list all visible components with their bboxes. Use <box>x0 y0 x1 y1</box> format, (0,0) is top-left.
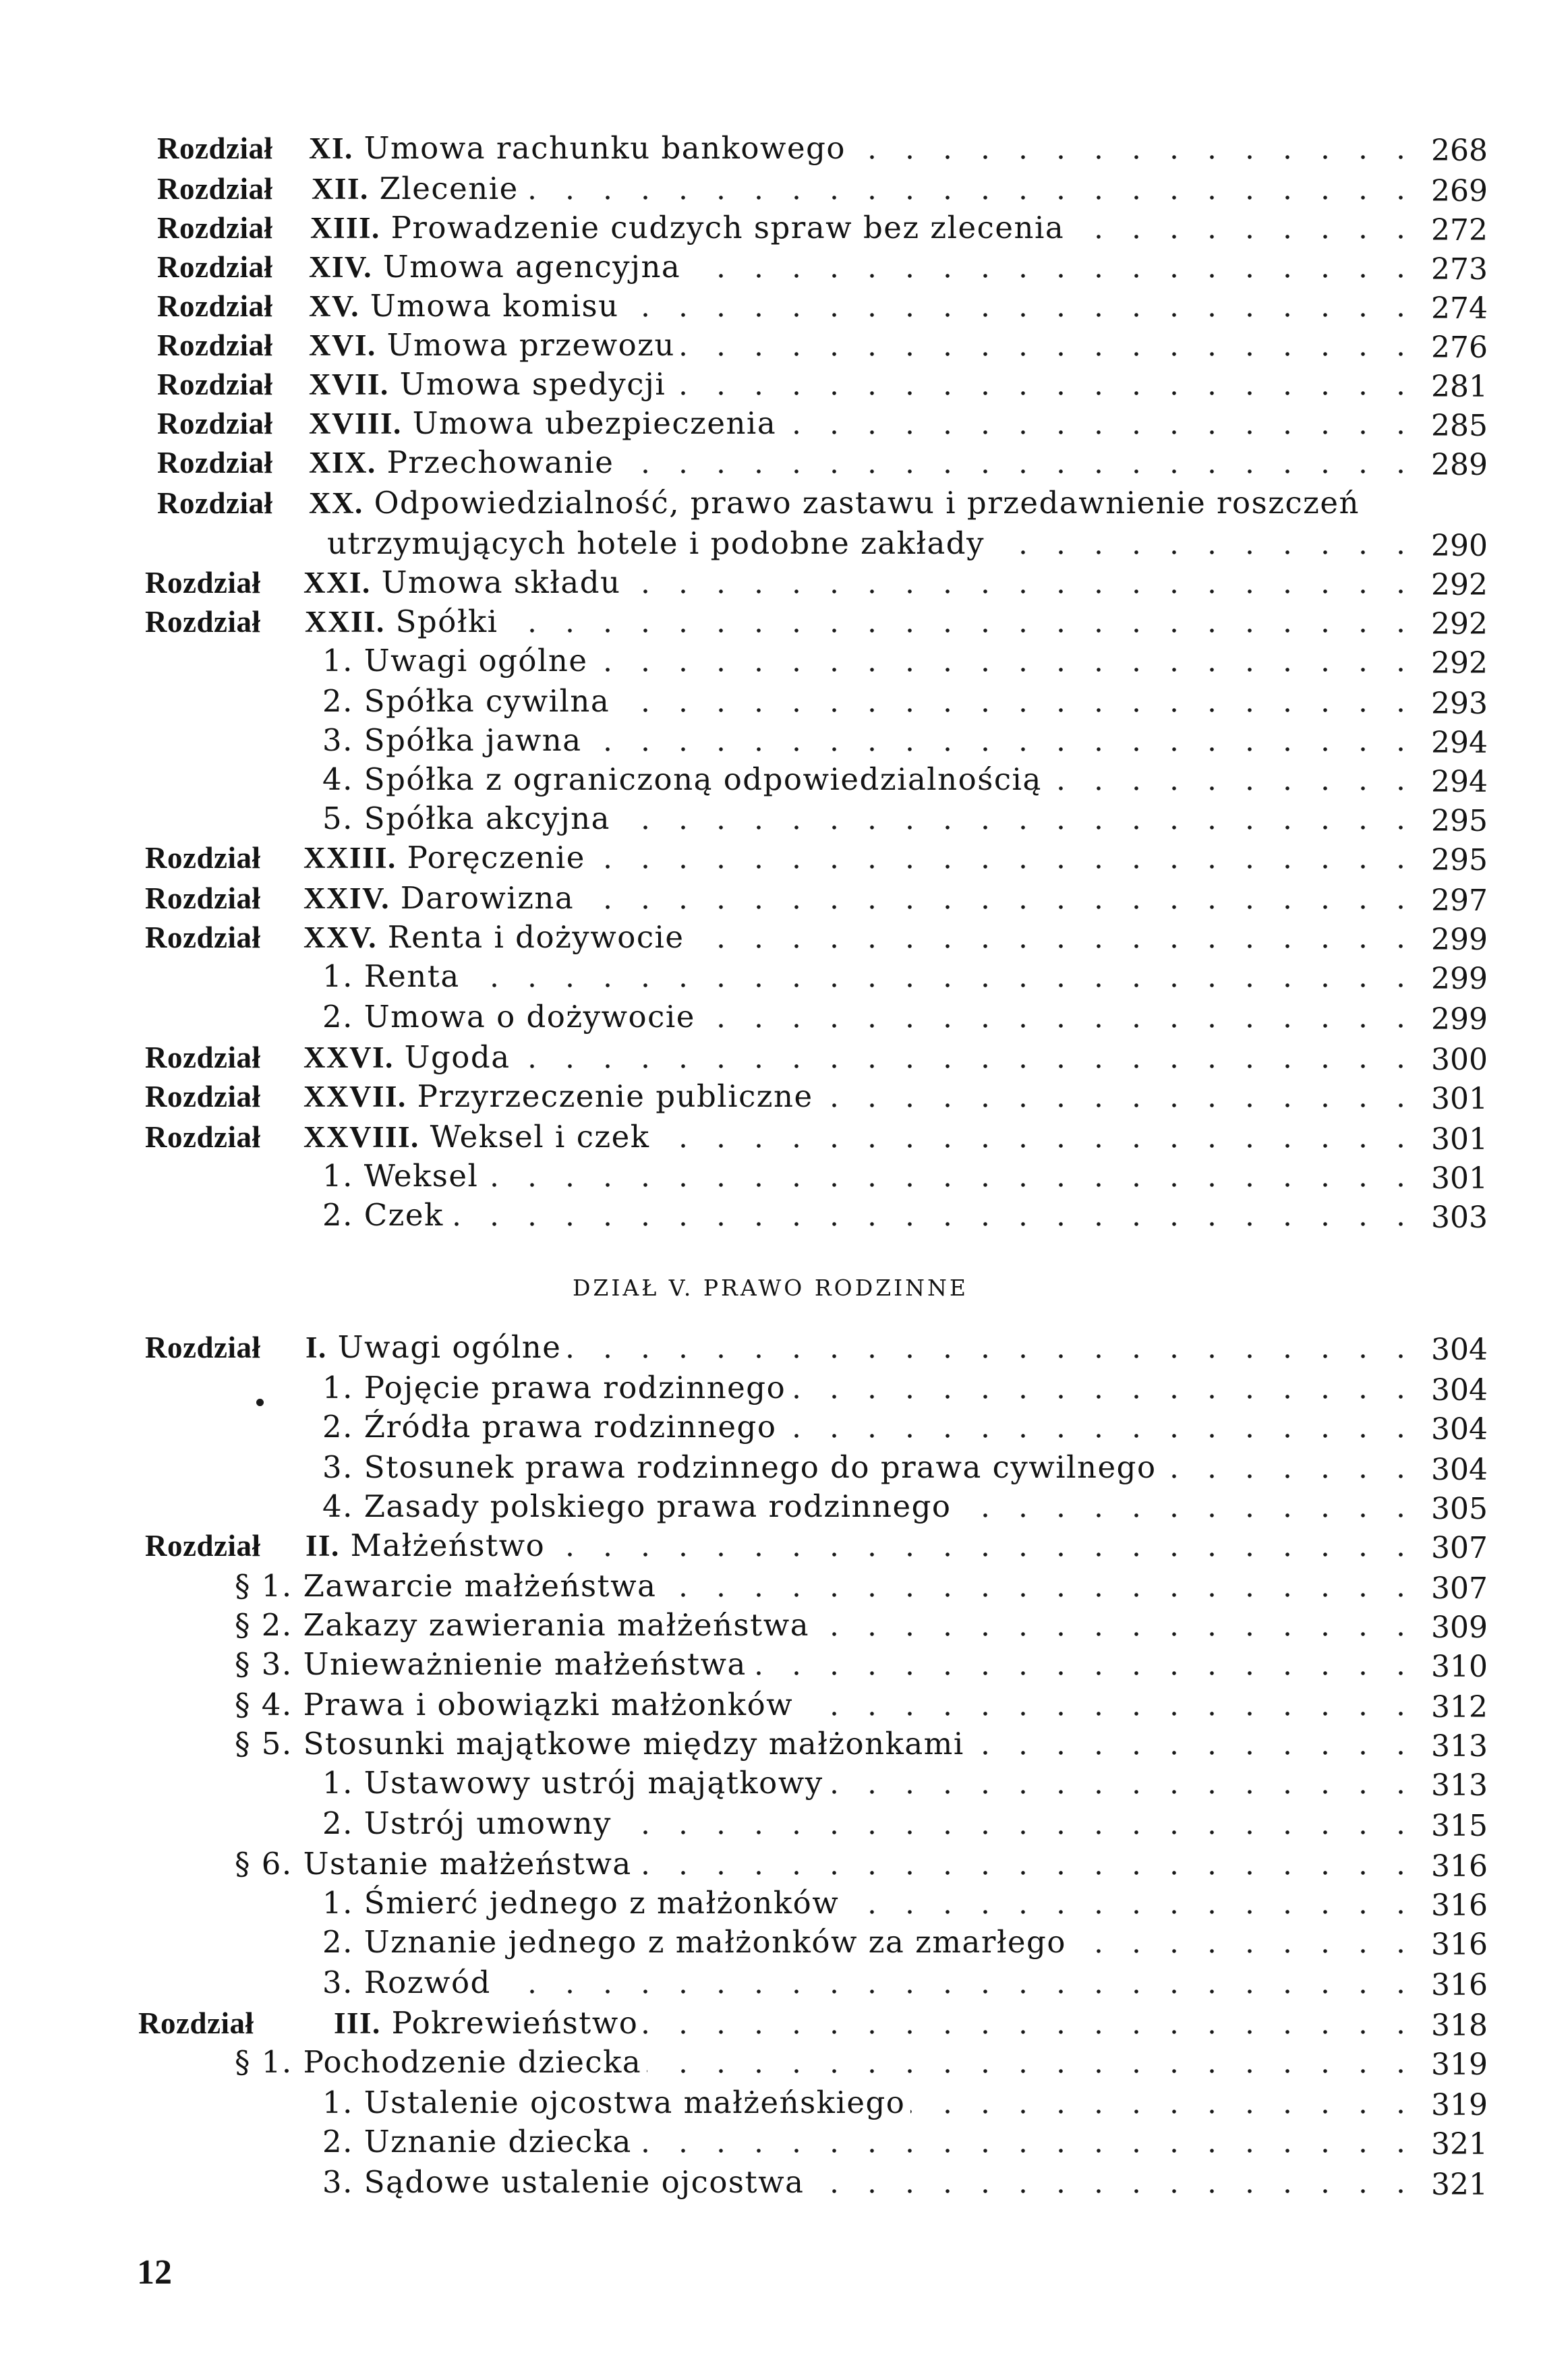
entry-title-with-leaders <box>322 1368 1420 1408</box>
entry-title: Umowa o dożywocie <box>364 999 695 1035</box>
entry-title: Spółki <box>395 604 498 639</box>
toc-entry <box>0 681 1541 722</box>
entry-page-number: 305 <box>1431 1492 1488 1526</box>
entry-title: Prowadzenie cudzych spraw bez zlecenia <box>390 210 1065 245</box>
entry-title: Pochodzenie dziecka <box>303 2044 642 2080</box>
toc-entry <box>0 1447 1541 1488</box>
toc-entry <box>0 2162 1541 2203</box>
entry-number: 3. <box>322 2164 353 2200</box>
chapter-label: Rozdział <box>157 446 273 480</box>
entry-title-with-leaders <box>322 799 1420 839</box>
entry-title: Poręczenie <box>407 840 585 875</box>
entry-title: Uznanie dziecka <box>364 2124 632 2159</box>
toc-entry <box>0 2122 1541 2162</box>
entry-title-with-leaders <box>312 169 1420 209</box>
entry-title: Umowa spedycji <box>399 366 666 402</box>
entry-number: XXVII. <box>303 1080 407 1113</box>
toc-entry <box>0 1963 1541 2003</box>
toc-entry <box>0 720 1541 761</box>
entry-page-number: 299 <box>1431 962 1488 996</box>
entry-title-with-leaders <box>322 1195 1420 1236</box>
entry-number: 2. <box>322 2124 353 2159</box>
entry-title: Umowa przewozu <box>386 327 675 363</box>
entry-number: XI. <box>309 132 353 165</box>
entry-page-number: 313 <box>1431 1729 1488 1764</box>
entry-number: XX. <box>309 486 364 520</box>
entry-page-number: 290 <box>1431 529 1488 563</box>
entry-title-with-leaders <box>322 997 1420 1037</box>
entry-page-number: 316 <box>1431 1927 1488 1962</box>
entry-number: 2. <box>322 1409 353 1445</box>
entry-number: 4. <box>322 761 353 797</box>
entry-page-number: 303 <box>1431 1200 1488 1235</box>
entry-page-number: 285 <box>1431 409 1488 443</box>
entry-number: 1. <box>322 1370 353 1405</box>
toc-entry <box>0 247 1541 287</box>
entry-number: § 4. <box>235 1687 293 1722</box>
entry-title-with-leaders <box>235 2042 1420 2083</box>
entry-title: Ustalenie ojcostwa małżeńskiego <box>364 2085 906 2120</box>
entry-title-with-leaders <box>322 759 1420 800</box>
entry-number: XXVI. <box>303 1041 394 1074</box>
toc-entry <box>0 325 1541 366</box>
chapter-label: Rozdział <box>145 841 261 875</box>
entry-page-number: 299 <box>1431 923 1488 957</box>
entry-title-with-leaders <box>235 1724 1420 1764</box>
toc-entry <box>0 917 1541 958</box>
entry-page-number: 304 <box>1431 1412 1488 1447</box>
entry-continuation: utrzymujących hotele i podobne zakłady <box>327 525 990 561</box>
entry-page-number: 292 <box>1431 607 1488 641</box>
entry-number: 3. <box>322 1449 353 1485</box>
entry-number: II. <box>306 1529 340 1563</box>
entry-title-with-leaders <box>235 1844 1420 1884</box>
entry-page-number: 281 <box>1431 370 1488 404</box>
entry-title-with-leaders <box>322 1156 1420 1196</box>
entry-page-number: 304 <box>1431 1453 1488 1487</box>
entry-title: Małżeństwo <box>350 1528 546 1563</box>
entry-number: XVIII. <box>309 407 402 440</box>
chapter-label: Rozdział <box>145 921 261 954</box>
entry-title-with-leaders <box>309 247 1420 287</box>
entry-number: 2. <box>322 1924 353 1960</box>
entry-title: Renta <box>364 958 460 994</box>
entry-continuation-with-leaders <box>327 523 1420 564</box>
entry-page-number: 309 <box>1431 1610 1488 1645</box>
entry-page-number: 292 <box>1431 568 1488 602</box>
page-number: 12 <box>137 2253 172 2292</box>
toc-entry <box>0 1117 1541 1157</box>
entry-number: 1. <box>322 1885 353 1921</box>
chapter-label: Rozdział <box>145 1120 261 1154</box>
entry-title: Przyrzeczenie publiczne <box>417 1078 813 1114</box>
entry-number: § 1. <box>235 1568 293 1604</box>
chapter-label: Rozdział <box>157 486 273 520</box>
entry-page-number: 295 <box>1431 804 1488 838</box>
chapter-label: Rozdział <box>157 211 273 245</box>
chapter-label: Rozdział <box>145 881 261 915</box>
entry-number: XIII. <box>310 211 380 245</box>
entry-page-number: 294 <box>1431 765 1488 799</box>
entry-page-number: 319 <box>1431 2088 1488 2122</box>
entry-title-with-leaders <box>309 403 1420 444</box>
chapter-label: Rozdział <box>138 2006 254 2040</box>
entry-title: Odpowiedzialność, prawo zastawu i przedawnienie roszczeń <box>374 485 1360 521</box>
entry-title: Uznanie jednego z małżonków za zmarłego <box>364 1924 1066 1960</box>
entry-title-with-leaders <box>322 1407 1420 1447</box>
entry-title: Stosunki majątkowe między małżonkami <box>303 1726 964 1762</box>
entry-title-with-leaders <box>309 128 1420 169</box>
entry-title: Stosunek prawa rodzinnego do prawa cywilnego <box>364 1449 1157 1485</box>
toc-entry <box>0 759 1541 800</box>
toc-entry <box>0 997 1541 1037</box>
entry-number: XXIV. <box>303 881 390 915</box>
entry-title: Przechowanie <box>386 444 614 480</box>
toc-entry <box>0 838 1541 878</box>
entry-title-with-leaders <box>322 681 1420 722</box>
entry-page-number: 272 <box>1431 213 1488 248</box>
entry-page-number: 312 <box>1431 1690 1488 1724</box>
entry-page-number: 292 <box>1431 646 1488 680</box>
toc-entry <box>0 878 1541 919</box>
toc-entry <box>0 562 1541 603</box>
entry-title-with-leaders <box>322 720 1420 761</box>
entry-title-with-leaders <box>305 602 1420 642</box>
entry-title-with-leaders <box>322 2083 1420 2123</box>
entry-title: Zakazy zawierania małżeństwa <box>303 1607 810 1643</box>
entry-page-number: 321 <box>1431 2168 1488 2202</box>
entry-title: Uwagi ogólne <box>364 643 588 678</box>
entry-number: 1. <box>322 1765 353 1801</box>
entry-number: XVII. <box>309 368 389 401</box>
entry-title: Ustawowy ustrój majątkowy <box>364 1765 823 1801</box>
toc-entry <box>0 1076 1541 1117</box>
entry-number: 2. <box>322 683 353 719</box>
entry-title-with-leaders <box>309 286 1420 326</box>
entry-page-number: 300 <box>1431 1043 1488 1077</box>
chapter-label: Rozdział <box>157 289 273 323</box>
toc-entry <box>0 641 1541 681</box>
toc-entry <box>0 1922 1541 1963</box>
entry-title-with-leaders <box>322 956 1420 997</box>
entry-number: 1. <box>322 1158 353 1194</box>
entry-title: Zasady polskiego prawa rodzinnego <box>364 1488 952 1524</box>
entry-number: § 6. <box>235 1846 293 1882</box>
chapter-label: Rozdział <box>157 172 273 206</box>
entry-number: III. <box>334 2006 381 2040</box>
entry-number: XXIII. <box>303 841 397 875</box>
entry-title-with-leaders <box>309 442 1420 483</box>
entry-title-with-leaders <box>303 562 1420 603</box>
entry-title-with-leaders <box>235 1685 1420 1725</box>
entry-number: XXV. <box>303 921 377 954</box>
stray-bullet-mark <box>256 1399 264 1406</box>
entry-page-number: 316 <box>1431 1888 1488 1923</box>
toc-entry <box>0 1763 1541 1803</box>
entry-title-with-leaders <box>303 878 1420 919</box>
entry-number: XXII. <box>305 605 385 639</box>
entry-page-number: 276 <box>1431 330 1488 365</box>
entry-title: Umowa komisu <box>370 288 619 324</box>
entry-page-number: 294 <box>1431 726 1488 760</box>
entry-page-number: 304 <box>1431 1373 1488 1407</box>
entry-page-number: 319 <box>1431 2048 1488 2082</box>
toc-entry <box>0 1407 1541 1447</box>
entry-title: Umowa składu <box>381 564 621 600</box>
chapter-label: Rozdział <box>157 407 273 440</box>
toc-entry <box>0 1844 1541 1884</box>
chapter-label: Rozdział <box>157 328 273 362</box>
entry-page-number: 307 <box>1431 1531 1488 1565</box>
toc-entry <box>0 483 1541 563</box>
entry-number: XII. <box>312 172 369 206</box>
entry-page-number: 273 <box>1431 252 1488 287</box>
entry-page-number: 301 <box>1431 1161 1488 1196</box>
entry-number: 1. <box>322 643 353 678</box>
toc-entry <box>0 2042 1541 2083</box>
toc-entry <box>0 208 1541 248</box>
toc-entry <box>0 128 1541 169</box>
entry-title-with-leaders <box>235 1605 1420 1646</box>
entry-number: I. <box>306 1331 327 1364</box>
toc-entry <box>0 1195 1541 1236</box>
entry-title: Zlecenie <box>379 171 519 206</box>
entry-title: Weksel <box>364 1158 479 1194</box>
entry-title: Spółka cywilna <box>364 683 610 719</box>
entry-title-with-leaders <box>322 1803 1420 1844</box>
entry-number: 3. <box>322 722 353 758</box>
entry-title: Pokrewieństwo <box>391 2005 639 2041</box>
entry-number: 2. <box>322 999 353 1035</box>
section-heading: DZIAŁ V. PRAWO RODZINNE <box>572 1275 969 1301</box>
entry-title: Unieważnienie małżeństwa <box>303 1646 747 1682</box>
entry-number: XXI. <box>303 566 371 600</box>
entry-page-number: 321 <box>1431 2127 1488 2161</box>
entry-title-with-leaders <box>235 1566 1420 1606</box>
entry-number: 1. <box>322 958 353 994</box>
entry-page-number: 269 <box>1431 174 1488 208</box>
entry-title-with-leaders <box>334 2003 1420 2043</box>
entry-title: Śmierć jednego z małżonków <box>364 1885 840 1921</box>
toc-entry <box>0 2083 1541 2123</box>
toc-entry <box>0 1486 1541 1527</box>
toc-entry <box>0 169 1541 209</box>
entry-title-with-leaders <box>322 1963 1420 2003</box>
chapter-label: Rozdział <box>145 1041 261 1074</box>
entry-title: Pojęcie prawa rodzinnego <box>364 1370 786 1405</box>
entry-page-number: 299 <box>1431 1002 1488 1037</box>
toc-entry <box>0 364 1541 405</box>
entry-title-with-leaders <box>303 838 1420 878</box>
chapter-label: Rozdział <box>157 132 273 165</box>
toc-entry <box>0 286 1541 326</box>
entry-page-number: 295 <box>1431 843 1488 877</box>
entry-number: § 2. <box>235 1607 293 1643</box>
entry-number: § 5. <box>235 1726 293 1762</box>
entry-page-number: 313 <box>1431 1768 1488 1803</box>
toc-entry <box>0 1685 1541 1725</box>
entry-title: Spółka z ograniczoną odpowiedzialnością <box>364 761 1042 797</box>
entry-title-with-leaders <box>322 1447 1420 1488</box>
entry-title-with-leaders <box>322 1486 1420 1527</box>
entry-title: Rozwód <box>364 1965 491 2000</box>
entry-title: Umowa rachunku bankowego <box>364 130 846 166</box>
toc-entry <box>0 403 1541 444</box>
chapter-label: Rozdział <box>157 250 273 284</box>
entry-page-number: 297 <box>1431 883 1488 918</box>
entry-title: Umowa agencyjna <box>382 249 681 285</box>
toc-entry <box>0 1803 1541 1844</box>
entry-title: Ugoda <box>404 1039 511 1075</box>
toc-entry <box>0 1037 1541 1078</box>
entry-number: XIX. <box>309 446 376 480</box>
entry-title-with-leaders <box>306 1327 1420 1368</box>
chapter-label: Rozdział <box>145 605 261 639</box>
entry-title-with-leaders <box>306 1526 1420 1566</box>
entry-title-with-leaders <box>303 917 1420 958</box>
entry-title: Weksel i czek <box>430 1119 650 1155</box>
entry-title-with-leaders <box>303 1076 1420 1117</box>
entry-number: § 3. <box>235 1646 293 1682</box>
toc-entry <box>0 1526 1541 1566</box>
entry-title: Zawarcie małżeństwa <box>303 1568 657 1604</box>
entry-title: Uwagi ogólne <box>337 1329 562 1365</box>
entry-title-with-leaders <box>309 483 1365 523</box>
entry-page-number: 310 <box>1431 1650 1488 1684</box>
entry-page-number: 301 <box>1431 1122 1488 1157</box>
entry-title: Umowa ubezpieczenia <box>412 405 777 441</box>
entry-number: 3. <box>322 1965 353 2000</box>
toc-entry <box>0 1605 1541 1646</box>
entry-title-with-leaders <box>309 364 1420 405</box>
entry-page-number: 268 <box>1431 134 1488 168</box>
entry-number: 5. <box>322 801 353 836</box>
toc-entry <box>0 1566 1541 1606</box>
chapter-label: Rozdział <box>145 566 261 600</box>
entry-title-with-leaders <box>303 1117 1420 1157</box>
chapter-label: Rozdział <box>145 1080 261 1113</box>
toc-entry <box>0 1327 1541 1368</box>
entry-number: 2. <box>322 1805 353 1841</box>
entry-number: § 1. <box>235 2044 293 2080</box>
toc-entry <box>0 1156 1541 1196</box>
entry-number: XIV. <box>309 250 372 284</box>
toc-entry <box>0 799 1541 839</box>
toc-entry <box>0 1644 1541 1685</box>
entry-title: Sądowe ustalenie ojcostwa <box>364 2164 805 2200</box>
entry-title-with-leaders <box>322 2162 1420 2203</box>
entry-title: Ustanie małżeństwa <box>303 1846 632 1882</box>
entry-number: 4. <box>322 1488 353 1524</box>
entry-title-with-leaders <box>322 1922 1420 1963</box>
toc-entry <box>0 956 1541 997</box>
entry-page-number: 304 <box>1431 1333 1488 1367</box>
entry-title: Spółka akcyjna <box>364 801 610 836</box>
toc-entry <box>0 1883 1541 1923</box>
entry-title-with-leaders <box>235 1644 1420 1685</box>
toc-entry <box>0 1368 1541 1408</box>
entry-number: XV. <box>309 289 359 323</box>
entry-title-with-leaders <box>310 208 1420 248</box>
chapter-label: Rozdział <box>157 368 273 401</box>
entry-title-with-leaders <box>322 2122 1420 2162</box>
entry-title: Źródła prawa rodzinnego <box>364 1409 777 1445</box>
entry-title: Spółka jawna <box>364 722 582 758</box>
entry-title: Darowizna <box>400 880 575 916</box>
entry-page-number: 289 <box>1431 448 1488 482</box>
entry-page-number: 315 <box>1431 1809 1488 1843</box>
entry-title-with-leaders <box>322 1883 1420 1923</box>
toc-entry <box>0 602 1541 642</box>
entry-title: Czek <box>364 1197 444 1233</box>
entry-page-number: 316 <box>1431 1849 1488 1884</box>
entry-number: XXVIII. <box>303 1120 419 1154</box>
entry-title-with-leaders <box>309 325 1420 366</box>
toc-entry <box>0 442 1541 483</box>
chapter-label: Rozdział <box>145 1529 261 1563</box>
entry-title: Ustrój umowny <box>364 1805 612 1841</box>
entry-page-number: 307 <box>1431 1571 1488 1606</box>
entry-page-number: 318 <box>1431 2008 1488 2043</box>
entry-title-with-leaders <box>322 641 1420 681</box>
entry-page-number: 293 <box>1431 687 1488 721</box>
entry-page-number: 301 <box>1431 1082 1488 1116</box>
entry-title-with-leaders <box>322 1763 1420 1803</box>
entry-title: Renta i dożywocie <box>387 919 685 955</box>
chapter-label: Rozdział <box>145 1331 261 1364</box>
toc-entry <box>0 1724 1541 1764</box>
entry-number: XVI. <box>309 328 376 362</box>
entry-page-number: 274 <box>1431 291 1488 326</box>
entry-title: Prawa i obowiązki małżonków <box>303 1687 794 1722</box>
entry-title-with-leaders <box>303 1037 1420 1078</box>
entry-number: 2. <box>322 1197 353 1233</box>
entry-number: 1. <box>322 2085 353 2120</box>
toc-entry <box>0 2003 1541 2043</box>
entry-page-number: 316 <box>1431 1968 1488 2002</box>
